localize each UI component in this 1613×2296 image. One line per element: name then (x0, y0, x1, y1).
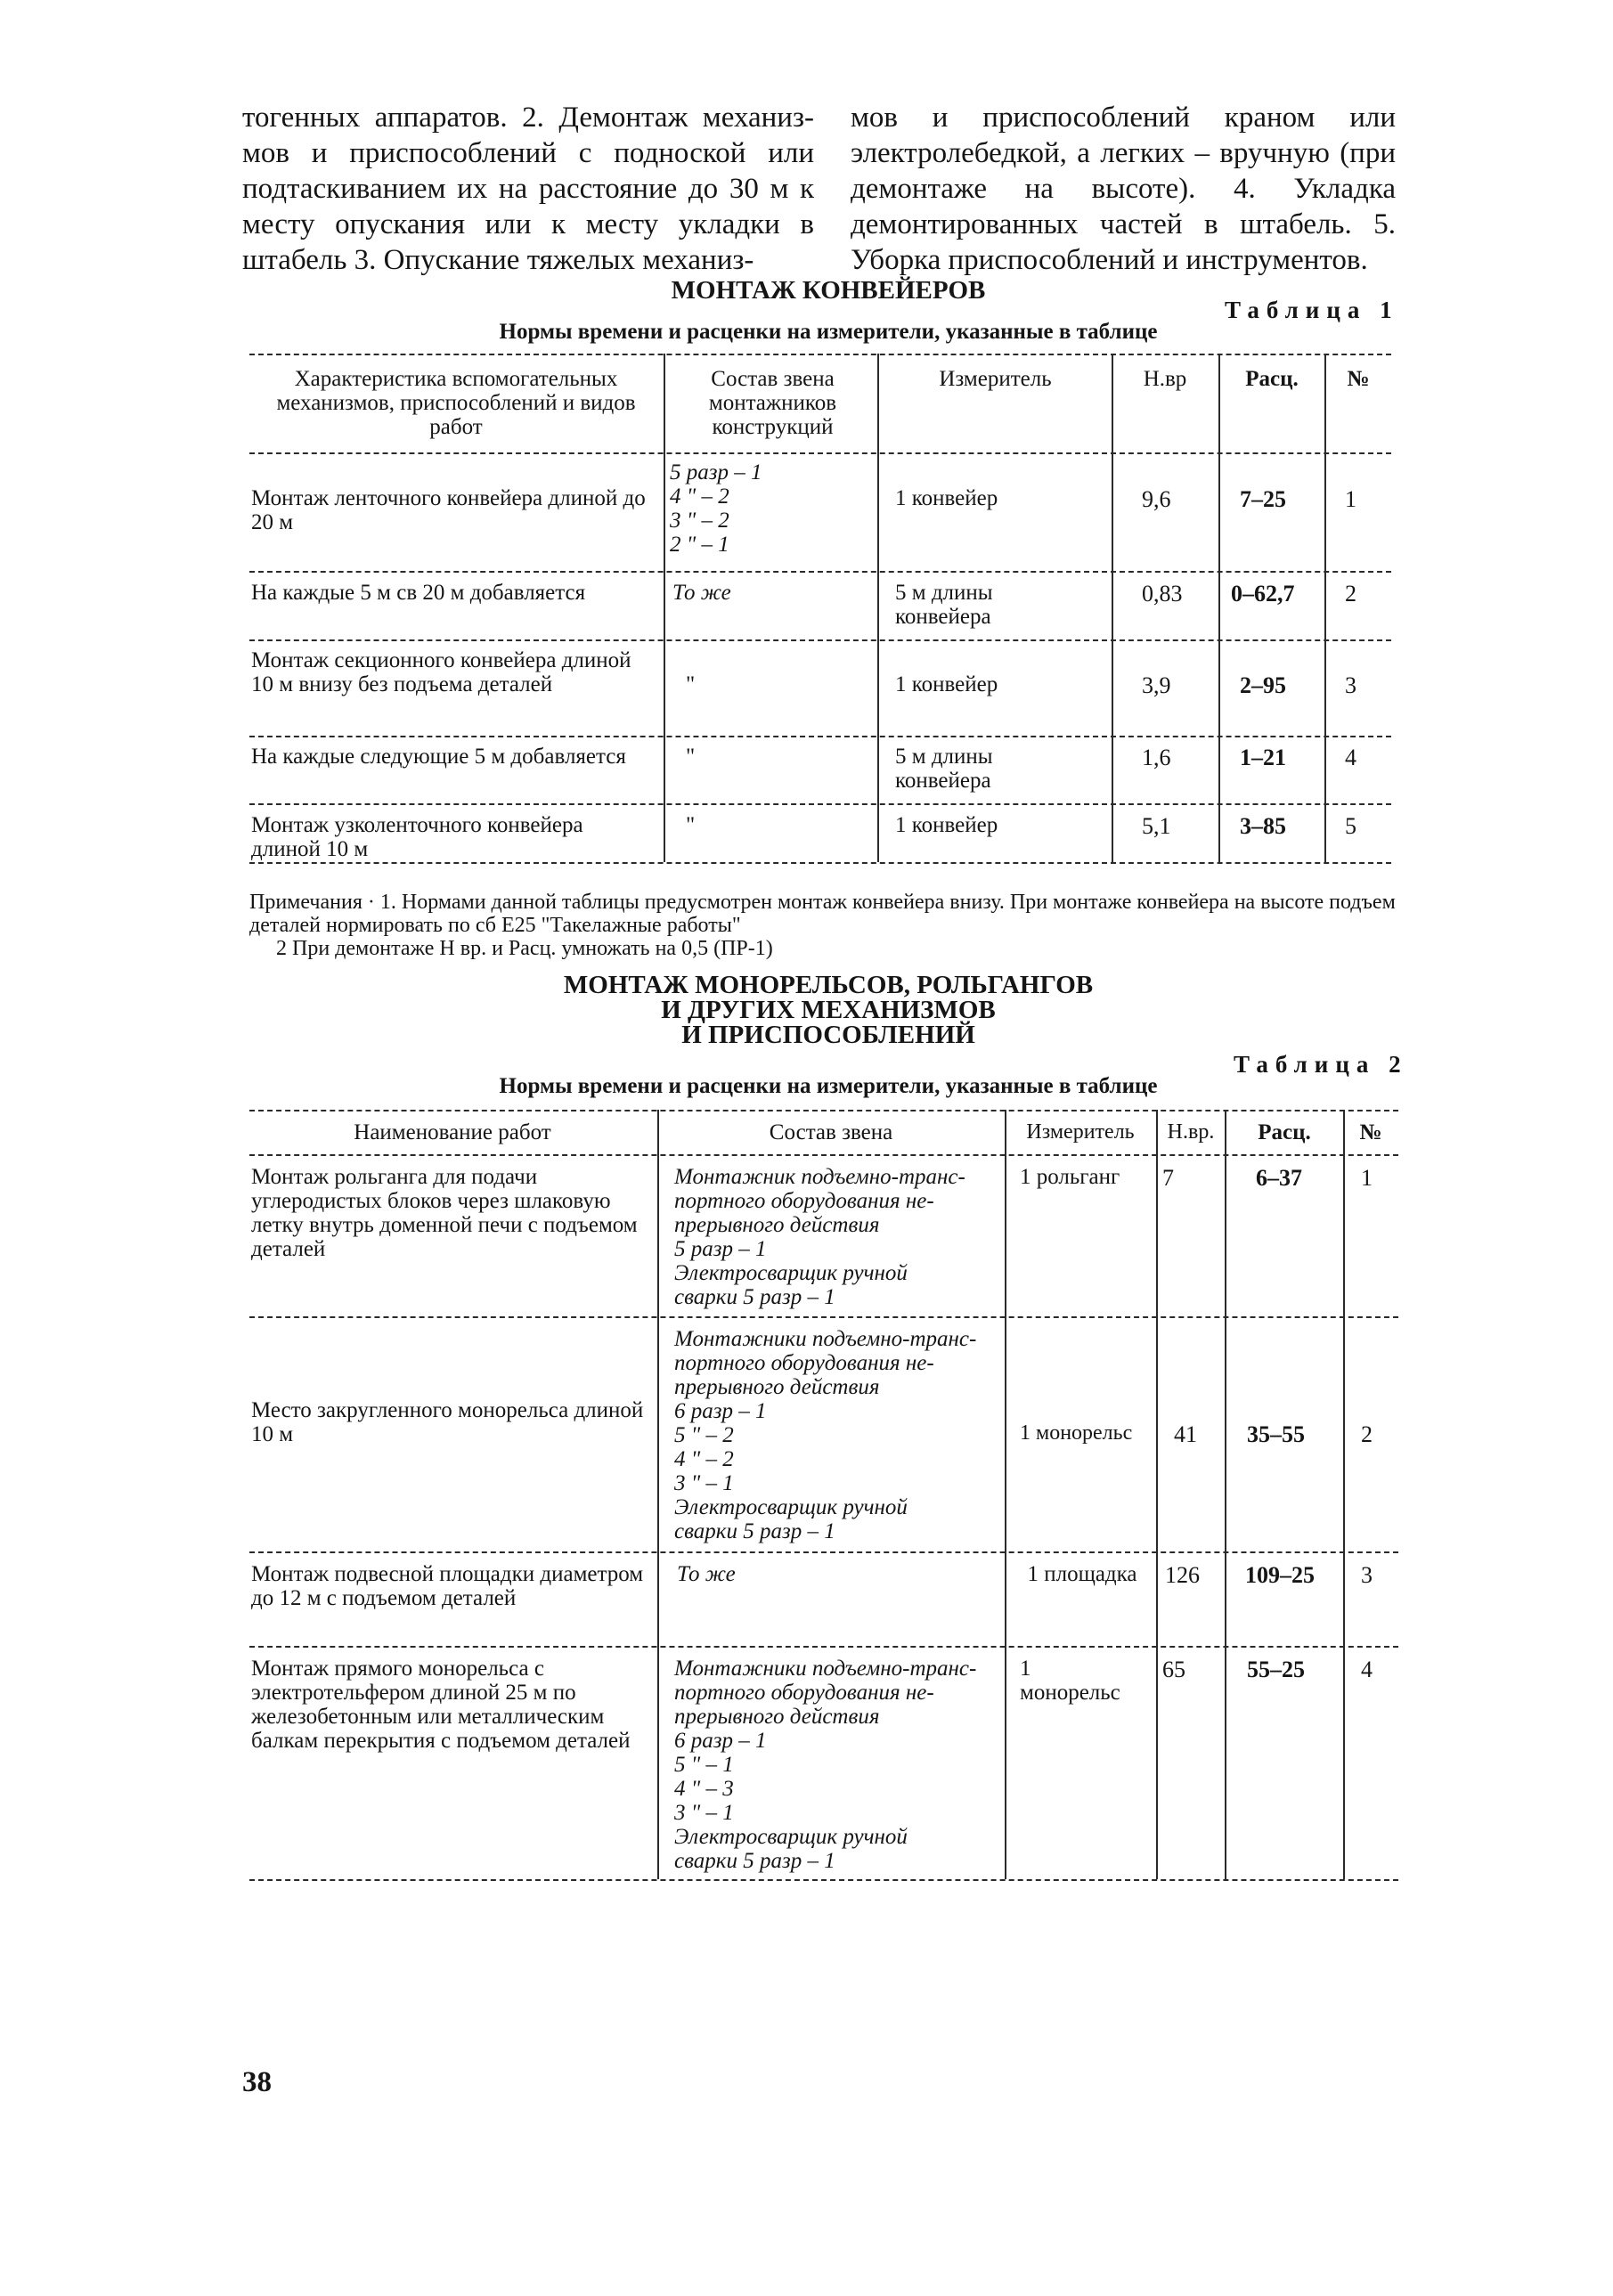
table2-row1-norm: 7 (1162, 1165, 1174, 1191)
table2-header-unit: Измеритель (1026, 1120, 1135, 1144)
table1-row3-work: Монтаж секционного конвейера длиной 10 м внизу без подъема деталей (251, 648, 631, 696)
table1-title: МОНТАЖ КОНВЕЙЕРОВ (671, 276, 986, 305)
table2-col-rule (657, 1110, 659, 1879)
table1-header-work: Характеристика вспомогательных механизмов, приспособлений и видов работ (276, 367, 636, 439)
table2-subtitle: Нормы времени и расценки на измерители, указанные в таблице (499, 1074, 1158, 1098)
table1-row5-unit: 1 конвейер (895, 813, 998, 837)
table1-row5-norm: 5,1 (1142, 813, 1171, 839)
table1-row1-no: 1 (1345, 486, 1356, 512)
table1-row1-work: Монтаж ленточного конвейера длиной до 20 м (251, 486, 646, 534)
table2-header-no: № (1359, 1120, 1382, 1144)
table1-note: 2 При демонтаже Н вр. и Расц. умножать на 0,5 (ПР-1) (276, 937, 773, 960)
table1-header-crew: Состав звена монтажников конструкций (708, 367, 837, 439)
table2-row4-norm: 65 (1162, 1657, 1185, 1682)
table2-col-rule (1225, 1110, 1226, 1879)
table2-col-rule (1005, 1110, 1006, 1879)
table2-row3-unit: 1 площадка (1027, 1562, 1137, 1586)
table1-row5-crew: " (686, 813, 696, 837)
table1-row3-crew: " (686, 672, 696, 696)
table1-row4-work: На каждые следующие 5 м добавляется (251, 745, 626, 769)
table1-rule (249, 862, 1391, 864)
table1-col-rule (877, 354, 879, 862)
table1-row3-no: 3 (1345, 672, 1356, 698)
table1-row5-price: 3–85 (1240, 813, 1286, 839)
intro-left-column: тогенных аппаратов. 2. Демонтаж механиз-мов и приспособлений с подноской или подтаскиванием их на расстояние до 30 м к месту опускания или к месту укладки в штабель 3. Опускание тяжелых механиз- (242, 102, 814, 276)
table1-col-rule (1218, 354, 1220, 862)
table1-header-norm: Н.вр (1143, 367, 1187, 391)
table1-row4-norm: 1,6 (1142, 745, 1171, 770)
page-number: 38 (242, 2066, 272, 2098)
table1-row5-work: Монтаж узколенточного конвейера длиной 10 м (251, 813, 583, 861)
table2-row1-unit: 1 рольганг (1020, 1165, 1120, 1189)
table1-row3-unit: 1 конвейер (895, 672, 998, 696)
table2-rule (249, 1879, 1398, 1881)
table1-row1-norm: 9,6 (1142, 486, 1171, 512)
table2-col-rule (1156, 1110, 1158, 1879)
table2-header-work: Наименование работ (354, 1120, 551, 1144)
table1-note: Примечания · 1. Нормами данной таблицы предусмотрен монтаж конвейера внизу. При монтаже конвейера на высоте подъем деталей нормировать по сб Е25 "Такелажные работы" (249, 891, 1396, 937)
table2-row3-norm: 126 (1165, 1562, 1200, 1588)
table1-row2-no: 2 (1345, 581, 1356, 607)
table1-row1-price: 7–25 (1240, 486, 1286, 512)
table1-row2-crew: То же (672, 581, 731, 605)
table2-col-rule (1343, 1110, 1345, 1879)
table2-row4-unit: 1 монорельс (1020, 1657, 1120, 1705)
table1-row1-unit: 1 конвейер (895, 486, 998, 510)
table1-row1-crew: 5 разр – 1 4 " – 2 3 " – 2 2 " – 1 (670, 460, 762, 557)
table1-row4-unit: 5 м длины конвейера (895, 745, 993, 793)
table1-row2-norm: 0,83 (1142, 581, 1183, 607)
table2-row2-norm: 41 (1174, 1421, 1197, 1447)
table2-row1-price: 6–37 (1256, 1165, 1302, 1191)
table2-row2-unit: 1 монорельс (1020, 1421, 1133, 1445)
intro-right-column: мов и приспособлений краном или электролебедкой, а легких – вручную (при демонтаже на высоте). 4. Укладка демонтированных частей в штабель. 5. Уборка приспособлений и инструментов. (851, 102, 1396, 276)
table1-header-unit: Измеритель (939, 367, 1052, 391)
table1-row5-no: 5 (1345, 813, 1356, 839)
table2-row4-crew: Монтажники подъемно-транс- портного оборудования не- прерывного действия 6 разр – 1 5 " – 1 4 " – 3 3 " – 1 Электросварщик ручной сварки 5 разр – 1 (674, 1657, 977, 1873)
table1-header-no: № (1347, 367, 1370, 391)
table2-row2-crew: Монтажники подъемно-транс- портного оборудования не- прерывного действия 6 разр – 1 5 " – 2 4 " – 2 3 " – 1 Электросварщик ручной сварки 5 разр – 1 (674, 1327, 977, 1543)
table1-row2-price: 0–62,7 (1231, 581, 1295, 607)
table1-col-rule (664, 354, 665, 862)
table1-row3-price: 2–95 (1240, 672, 1286, 698)
table2-row3-price: 109–25 (1245, 1562, 1315, 1588)
table2-label: Таблица 2 (1234, 1051, 1408, 1078)
table2-row1-no: 1 (1361, 1165, 1373, 1191)
table1-col-rule (1324, 354, 1326, 862)
table2-row4-work: Монтаж прямого монорельса с электротельфером длиной 25 м по железобетонным или металлическим балкам перекрытия с подъемом деталей (251, 1657, 631, 1753)
table2-row2-work: Место закругленного монорельса длиной 10 м (251, 1398, 644, 1446)
table1-row4-no: 4 (1345, 745, 1356, 770)
table2-row2-no: 2 (1361, 1421, 1373, 1447)
table2-header-price: Расц. (1258, 1120, 1311, 1144)
table2-row3-no: 3 (1361, 1562, 1373, 1588)
table2-row1-crew: Монтажник подъемно-транс- портного оборудования не- прерывного действия 5 разр – 1 Электросварщик ручной сварки 5 разр – 1 (674, 1165, 965, 1309)
table2-header-norm: Н.вр. (1167, 1120, 1215, 1144)
table2-row2-price: 35–55 (1247, 1421, 1305, 1447)
table2-title: МОНТАЖ МОНОРЕЛЬСОВ, РОЛЬГАНГОВ И ДРУГИХ МЕХАНИЗМОВ И ПРИСПОСОБЛЕНИЙ (563, 971, 1094, 1049)
table2-row3-crew: То же (677, 1562, 736, 1586)
table2-row4-no: 4 (1361, 1657, 1373, 1682)
table1-subtitle: Нормы времени и расценки на измерители, указанные в таблице (499, 320, 1158, 344)
table1-label: Таблица 1 (1225, 297, 1399, 323)
table2-row4-price: 55–25 (1247, 1657, 1305, 1682)
table1-row2-unit: 5 м длины конвейера (895, 581, 993, 629)
table1-row2-work: На каждые 5 м св 20 м добавляется (251, 581, 586, 605)
table1-row4-crew: " (686, 745, 696, 769)
table2-row1-work: Монтаж рольганга для подачи углеродистых блоков через шлаковую летку внутрь доменной печи с подъемом деталей (251, 1165, 638, 1261)
table1-col-rule (1112, 354, 1113, 862)
table2-row3-work: Монтаж подвесной площадки диаметром до 12 м с подъемом деталей (251, 1562, 644, 1610)
table1-row3-norm: 3,9 (1142, 672, 1171, 698)
table2-header-crew: Состав звена (769, 1120, 893, 1144)
table1-row4-price: 1–21 (1240, 745, 1286, 770)
table1-header-price: Расц. (1245, 367, 1299, 391)
